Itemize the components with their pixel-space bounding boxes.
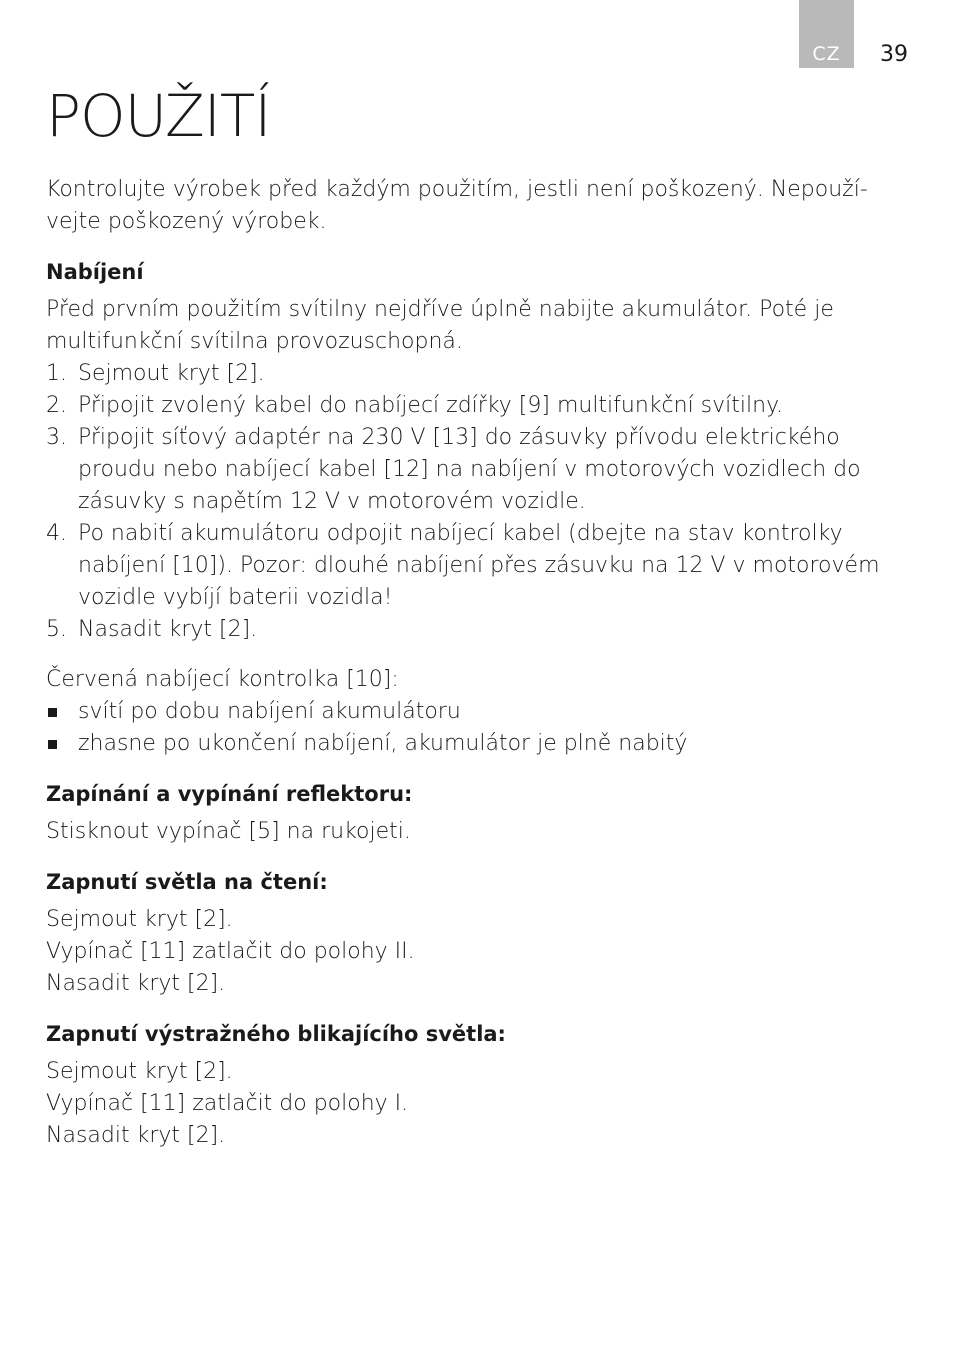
language-code: CZ [812,43,841,65]
warning-light-heading: Zapnutí výstražného blikajícího světla: [46,1022,506,1046]
indicator-list [46,696,906,760]
reflector-heading: Zapínání a vypínání reflektoru: [46,782,413,806]
list-item [46,422,906,518]
step-number: 4. [46,521,67,546]
list-item [46,614,906,646]
warning-light-line: Nasadit kryt [2]. [46,1123,226,1148]
reflector-line: Stisknout vypínač [5] na rukojeti. [46,819,411,844]
step-text: Připojit síťový adaptér na 230 V [13] do zásuvky přívodu elektrického proudu nebo nabíjecí kabel [12] na nabíjení v motorových vozidlech do zásuvky s napětím 12 V v motorovém vozidle. [78,425,861,514]
warning-light-line: Sejmout kryt [2]. [46,1059,233,1084]
reading-light-line: Vypínač [11] zatlačit do polohy II. [46,939,415,964]
step-number: 2. [46,393,67,418]
reading-light-line: Sejmout kryt [2]. [46,907,233,932]
step-text: Nasadit kryt [2]. [78,617,258,642]
reading-light-heading: Zapnutí světla na čtení: [46,870,328,894]
square-bullet-icon [48,740,57,749]
step-number: 1. [46,361,67,386]
indicator-label: Červená nabíjecí kontrolka [10]: [46,667,399,692]
page-number: 39 [880,42,908,67]
step-number: 3. [46,425,67,450]
list-item [46,390,906,422]
reading-light-line: Nasadit kryt [2]. [46,971,226,996]
list-item [46,518,906,614]
charging-heading: Nabíjení [46,260,144,284]
step-text: Sejmout kryt [2]. [78,361,265,386]
charging-text: Před prvním použitím svítilny nejdříve úplně nabijte akumulátor. Poté je multifunkční svítilna provozuschopná. [46,297,834,354]
square-bullet-icon [48,708,57,717]
step-text: Připojit zvolený kabel do nabíjecí zdířky [9] multifunkční svítilny. [78,393,783,418]
indicator-text: svítí po dobu nabíjení akumulátoru [78,699,461,724]
indicator-text: zhasne po ukončení nabíjení, akumulátor je plně nabitý [78,731,688,756]
list-item [46,696,906,728]
list-item [46,728,906,760]
list-item [46,358,906,390]
warning-light-line: Vypínač [11] zatlačit do polohy I. [46,1091,409,1116]
language-tab [799,0,854,68]
page-content [46,84,906,1152]
step-number: 5. [46,617,67,642]
page-title: POUŽITÍ [46,82,271,150]
step-text: Po nabití akumulátoru odpojit nabíjecí kabel (dbejte na stav kontrolky nabíjení [10]). Pozor: dlouhé nabíjení přes zásuvku na 12 V v motorovém vozidle vybíjí baterii vozidla! [78,521,880,610]
charging-steps-list [46,358,906,646]
intro-paragraph: Kontrolujte výrobek před každým použitím, jestli není poškozený. Nepouží-vejte poškozený výrobek. [46,177,868,234]
